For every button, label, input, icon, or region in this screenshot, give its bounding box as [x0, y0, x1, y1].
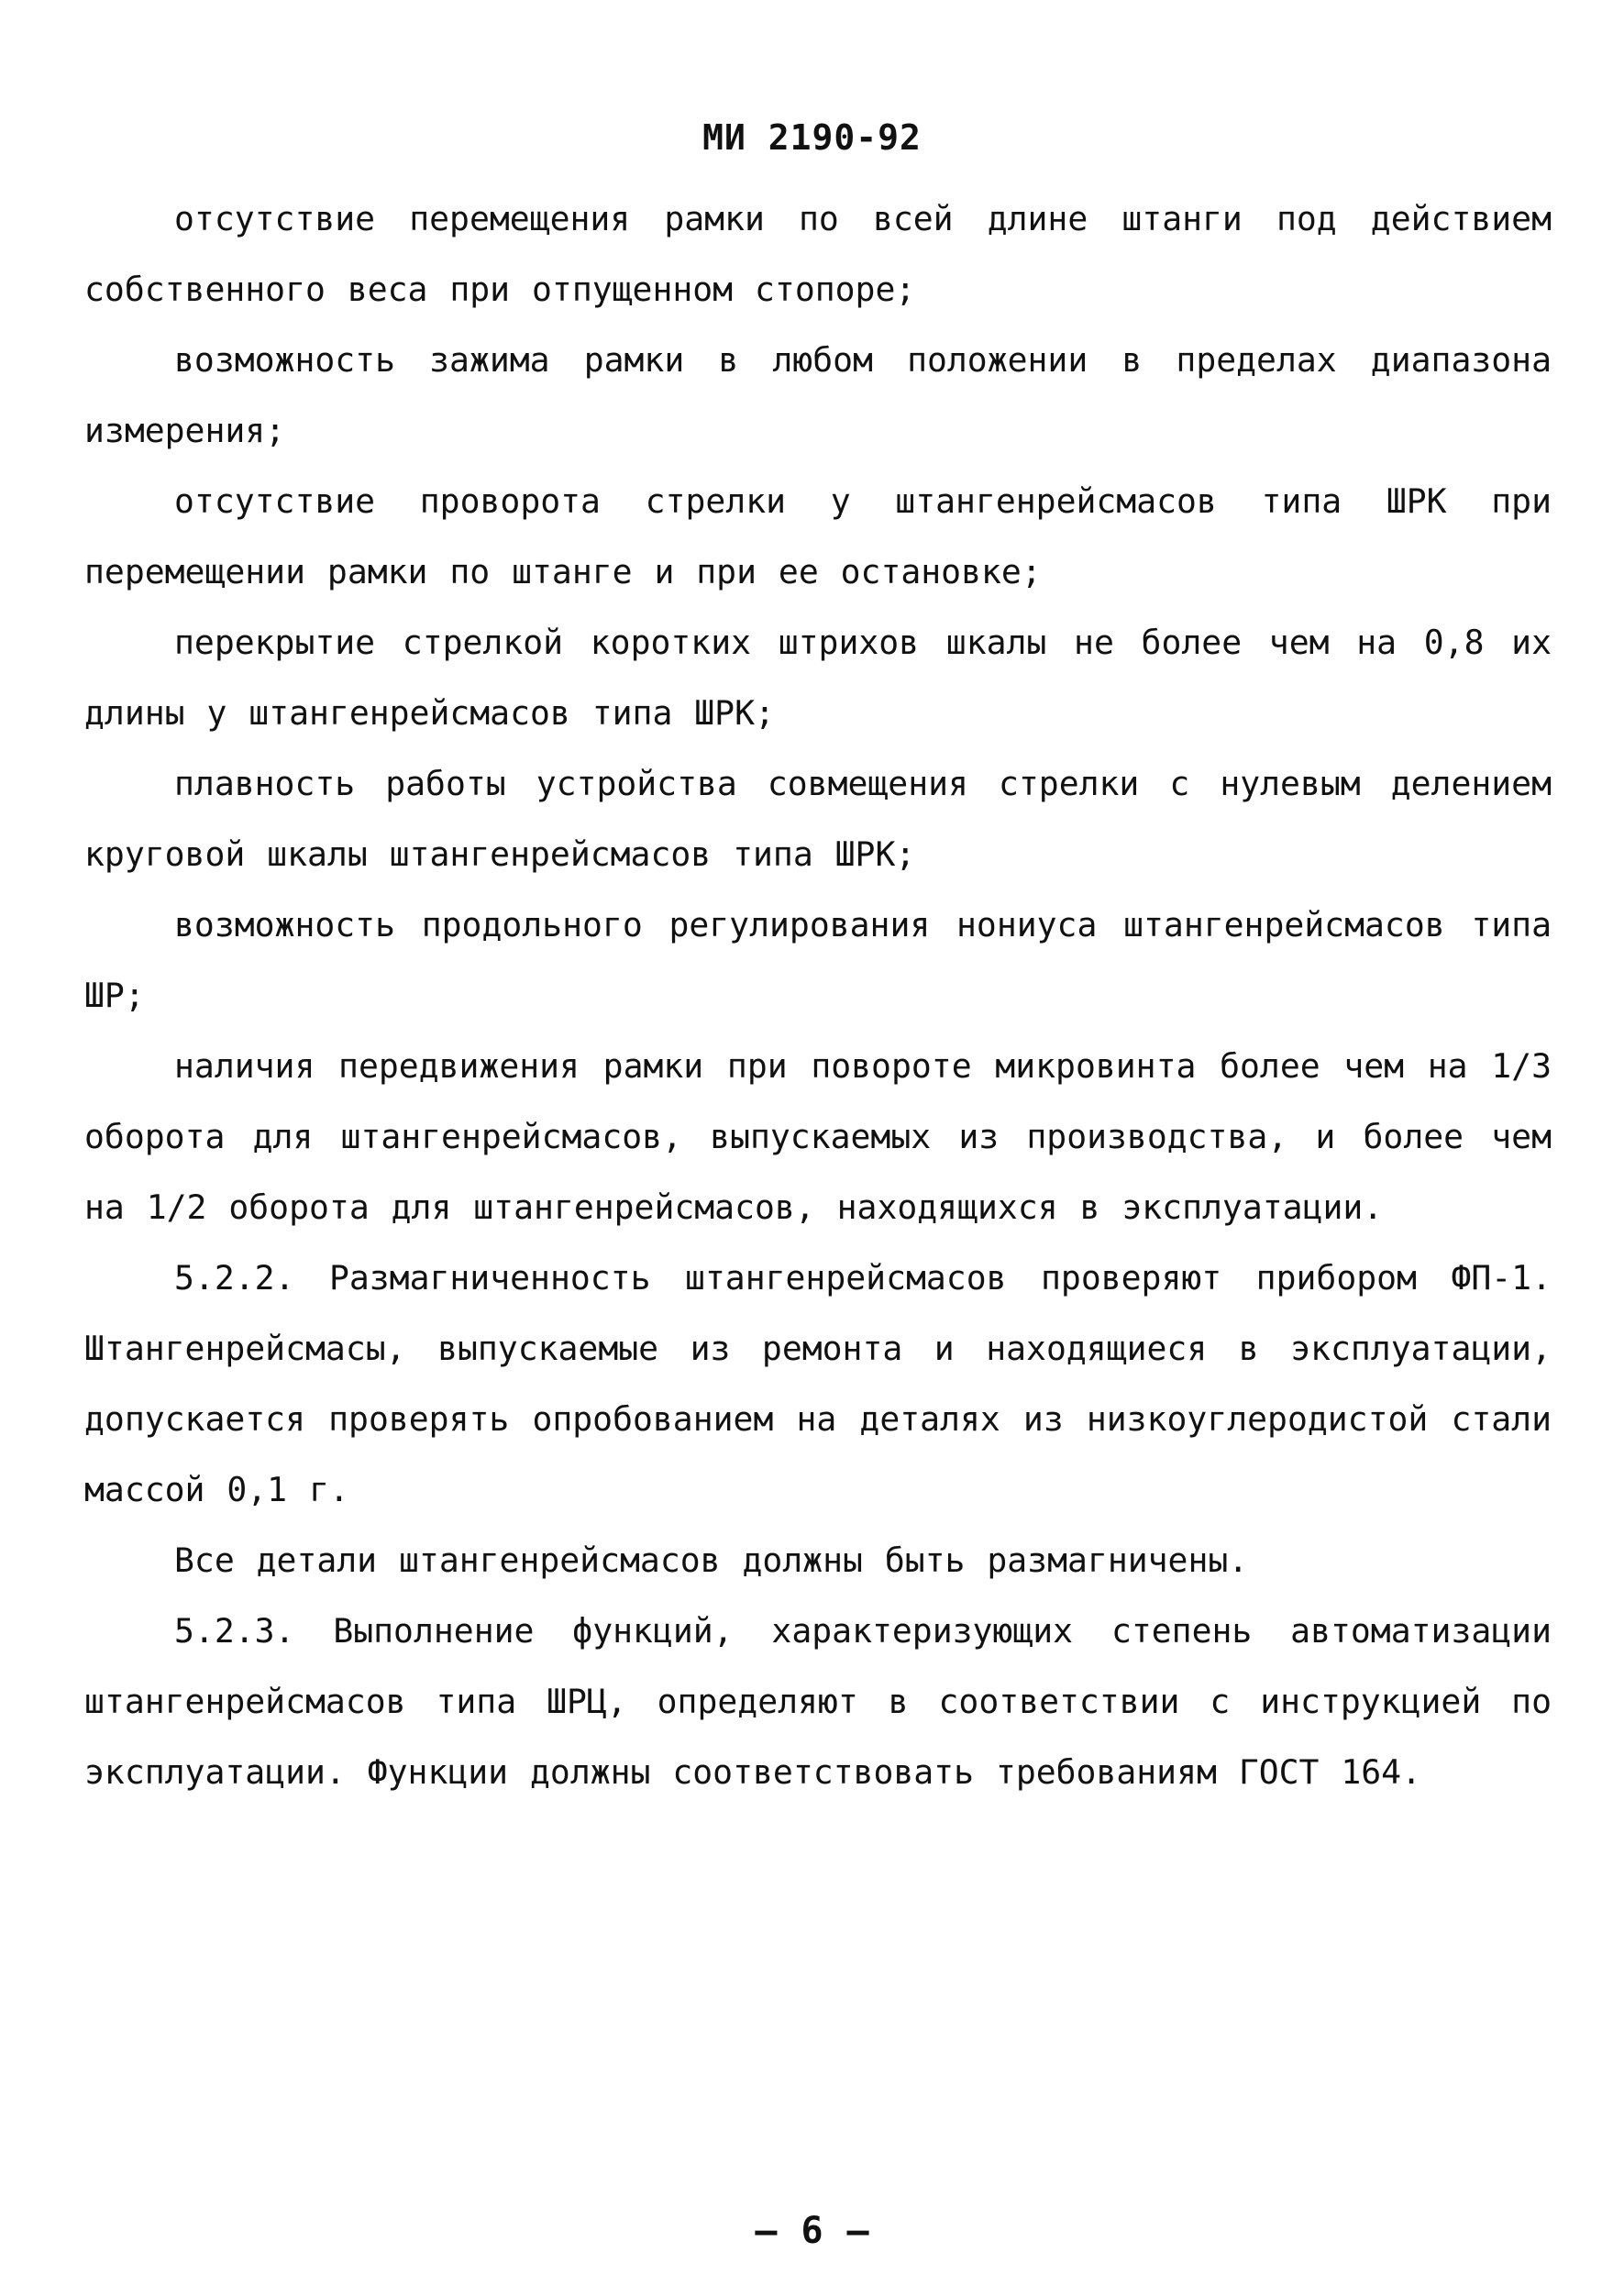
page-number-dash-right: –: [846, 2210, 869, 2252]
page-number: 6: [801, 2210, 823, 2252]
document-body: [84, 183, 1552, 1807]
paragraph-frame-movement: отсутствие перемещения рамки по всей длине штанги под действием собственного веса при отпущенном стопоре;: [84, 199, 1552, 309]
paragraph-microscrew-travel: наличия передвижения рамки при повороте микровинта более чем на 1/3 оборота для штангенрейсмасов, выпускаемых из производства, и более чем на 1/2 оборота для штангенрейсмасов, находящихся в эксплуатации.: [84, 1046, 1552, 1227]
page-number-footer: [0, 2210, 1624, 2252]
paragraph-frame-clamping: возможность зажима рамки в любом положении в пределах диапазона измерения;: [84, 340, 1552, 450]
paragraph-demagnetized-parts: Все детали штангенрейсмасов должны быть размагничены.: [174, 1541, 1249, 1580]
paragraph-needle-overlap: перекрытие стрелкой коротких штрихов шкалы не более чем на 0,8 их длины у штангенрейсмасов типа ШРК;: [84, 623, 1552, 733]
paragraph-vernier-adjustment: возможность продольного регулирования нониуса штангенрейсмасов типа ШР;: [84, 905, 1552, 1015]
paragraph-section-5-2-3: 5.2.3. Выполнение функций, характеризующих степень автоматизации штангенрейсмасов типа ШРЦ, определяют в соответствии с инструкцией по эксплуатации. Функции должны соответствовать требованиям ГОСТ 164.: [84, 1611, 1552, 1792]
page-number-dash-left: –: [755, 2210, 778, 2252]
paragraph-section-5-2-2: 5.2.2. Размагниченность штангенрейсмасов проверяют прибором ФП-1. Штангенрейсмасы, выпускаемые из ремонта и находящиеся в эксплуатации, допускается проверять опробованием на деталях из низкоуглеродистой стали массой 0,1 г.: [84, 1258, 1552, 1509]
paragraph-zero-alignment: плавность работы устройства совмещения стрелки с нулевым делением круговой шкалы штангенрейсмасов типа ШРК;: [84, 764, 1552, 874]
paragraph-needle-rotation: отсутствие проворота стрелки у штангенрейсмасов типа ШРК при перемещении рамки по штанге и при ее остановке;: [84, 481, 1552, 591]
document-code-header: МИ 2190-92: [702, 117, 922, 158]
